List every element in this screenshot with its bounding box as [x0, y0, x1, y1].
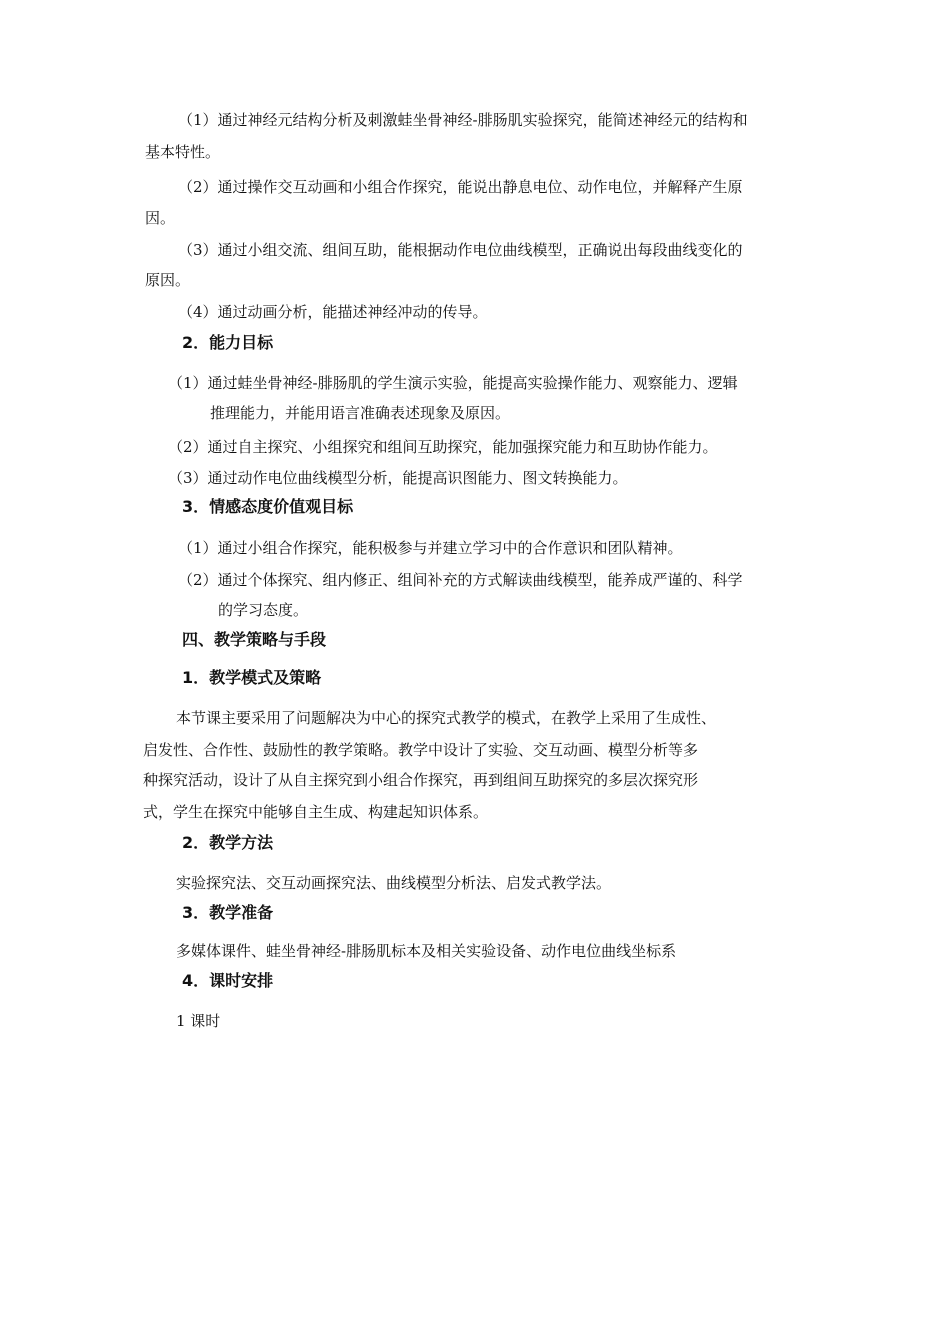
knowledge-goal-2-line-1: （2）通过操作交互动画和小组合作探究，能说出静息电位、动作电位，并解释产生原 [178, 178, 743, 196]
strategy-section-heading: 四、教学策略与手段 [182, 630, 327, 649]
teaching-method-line-1: 实验探究法、交互动画探究法、曲线模型分析法、启发式教学法。 [176, 874, 612, 892]
ability-goals-heading: 2．能力目标 [182, 333, 274, 352]
ability-goal-2-line-1: （2）通过自主探究、小组探究和组间互助探究，能加强探究能力和互助协作能力。 [168, 438, 718, 456]
schedule-line-1: 1 课时 [176, 1012, 221, 1030]
ability-goal-1-line-1: （1）通过蛙坐骨神经-腓肠肌的学生演示实验，能提高实验操作能力、观察能力、逻辑 [168, 374, 738, 392]
emotion-goal-2-line-1: （2）通过个体探究、组内修正、组间补充的方式解读曲线模型，能养成严谨的、科学 [178, 571, 743, 589]
schedule-heading: 4．课时安排 [182, 971, 274, 990]
knowledge-goal-3-line-1: （3）通过小组交流、组间互助，能根据动作电位曲线模型，正确说出每段曲线变化的 [178, 241, 743, 259]
knowledge-goal-1-line-2: 基本特性。 [145, 143, 221, 161]
teaching-mode-heading: 1．教学模式及策略 [182, 668, 322, 687]
knowledge-goal-4-line-1: （4）通过动画分析，能描述神经冲动的传导。 [178, 303, 488, 321]
teaching-prep-heading: 3．教学准备 [182, 903, 274, 922]
ability-goal-3-line-1: （3）通过动作电位曲线模型分析，能提高识图能力、图文转换能力。 [168, 469, 628, 487]
teaching-method-heading: 2．教学方法 [182, 833, 274, 852]
teaching-mode-line-2: 启发性、合作性、鼓励性的教学策略。教学中设计了实验、交互动画、模型分析等多 [143, 741, 699, 759]
teaching-prep-line-1: 多媒体课件、蛙坐骨神经-腓肠肌标本及相关实验设备、动作电位曲线坐标系 [176, 942, 677, 960]
knowledge-goal-3-line-2: 原因。 [145, 271, 191, 289]
knowledge-goal-2-line-2: 因。 [145, 209, 176, 227]
teaching-mode-line-4: 式，学生在探究中能够自主生成、构建起知识体系。 [143, 803, 489, 821]
teaching-mode-line-3: 种探究活动，设计了从自主探究到小组合作探究，再到组间互助探究的多层次探究形 [143, 771, 699, 789]
teaching-mode-line-1: 本节课主要采用了问题解决为中心的探究式教学的模式，在教学上采用了生成性、 [176, 709, 717, 727]
emotion-goal-1-line-1: （1）通过小组合作探究，能积极参与并建立学习中的合作意识和团队精神。 [178, 539, 683, 557]
ability-goal-1-line-2: 推理能力，并能用语言准确表述现象及原因。 [210, 404, 511, 422]
knowledge-goal-1-line-1: （1）通过神经元结构分析及刺激蛙坐骨神经-腓肠肌实验探究，能简述神经元的结构和 [178, 111, 748, 129]
emotion-goal-2-line-2: 的学习态度。 [218, 601, 309, 619]
emotion-goals-heading: 3．情感态度价值观目标 [182, 497, 354, 516]
